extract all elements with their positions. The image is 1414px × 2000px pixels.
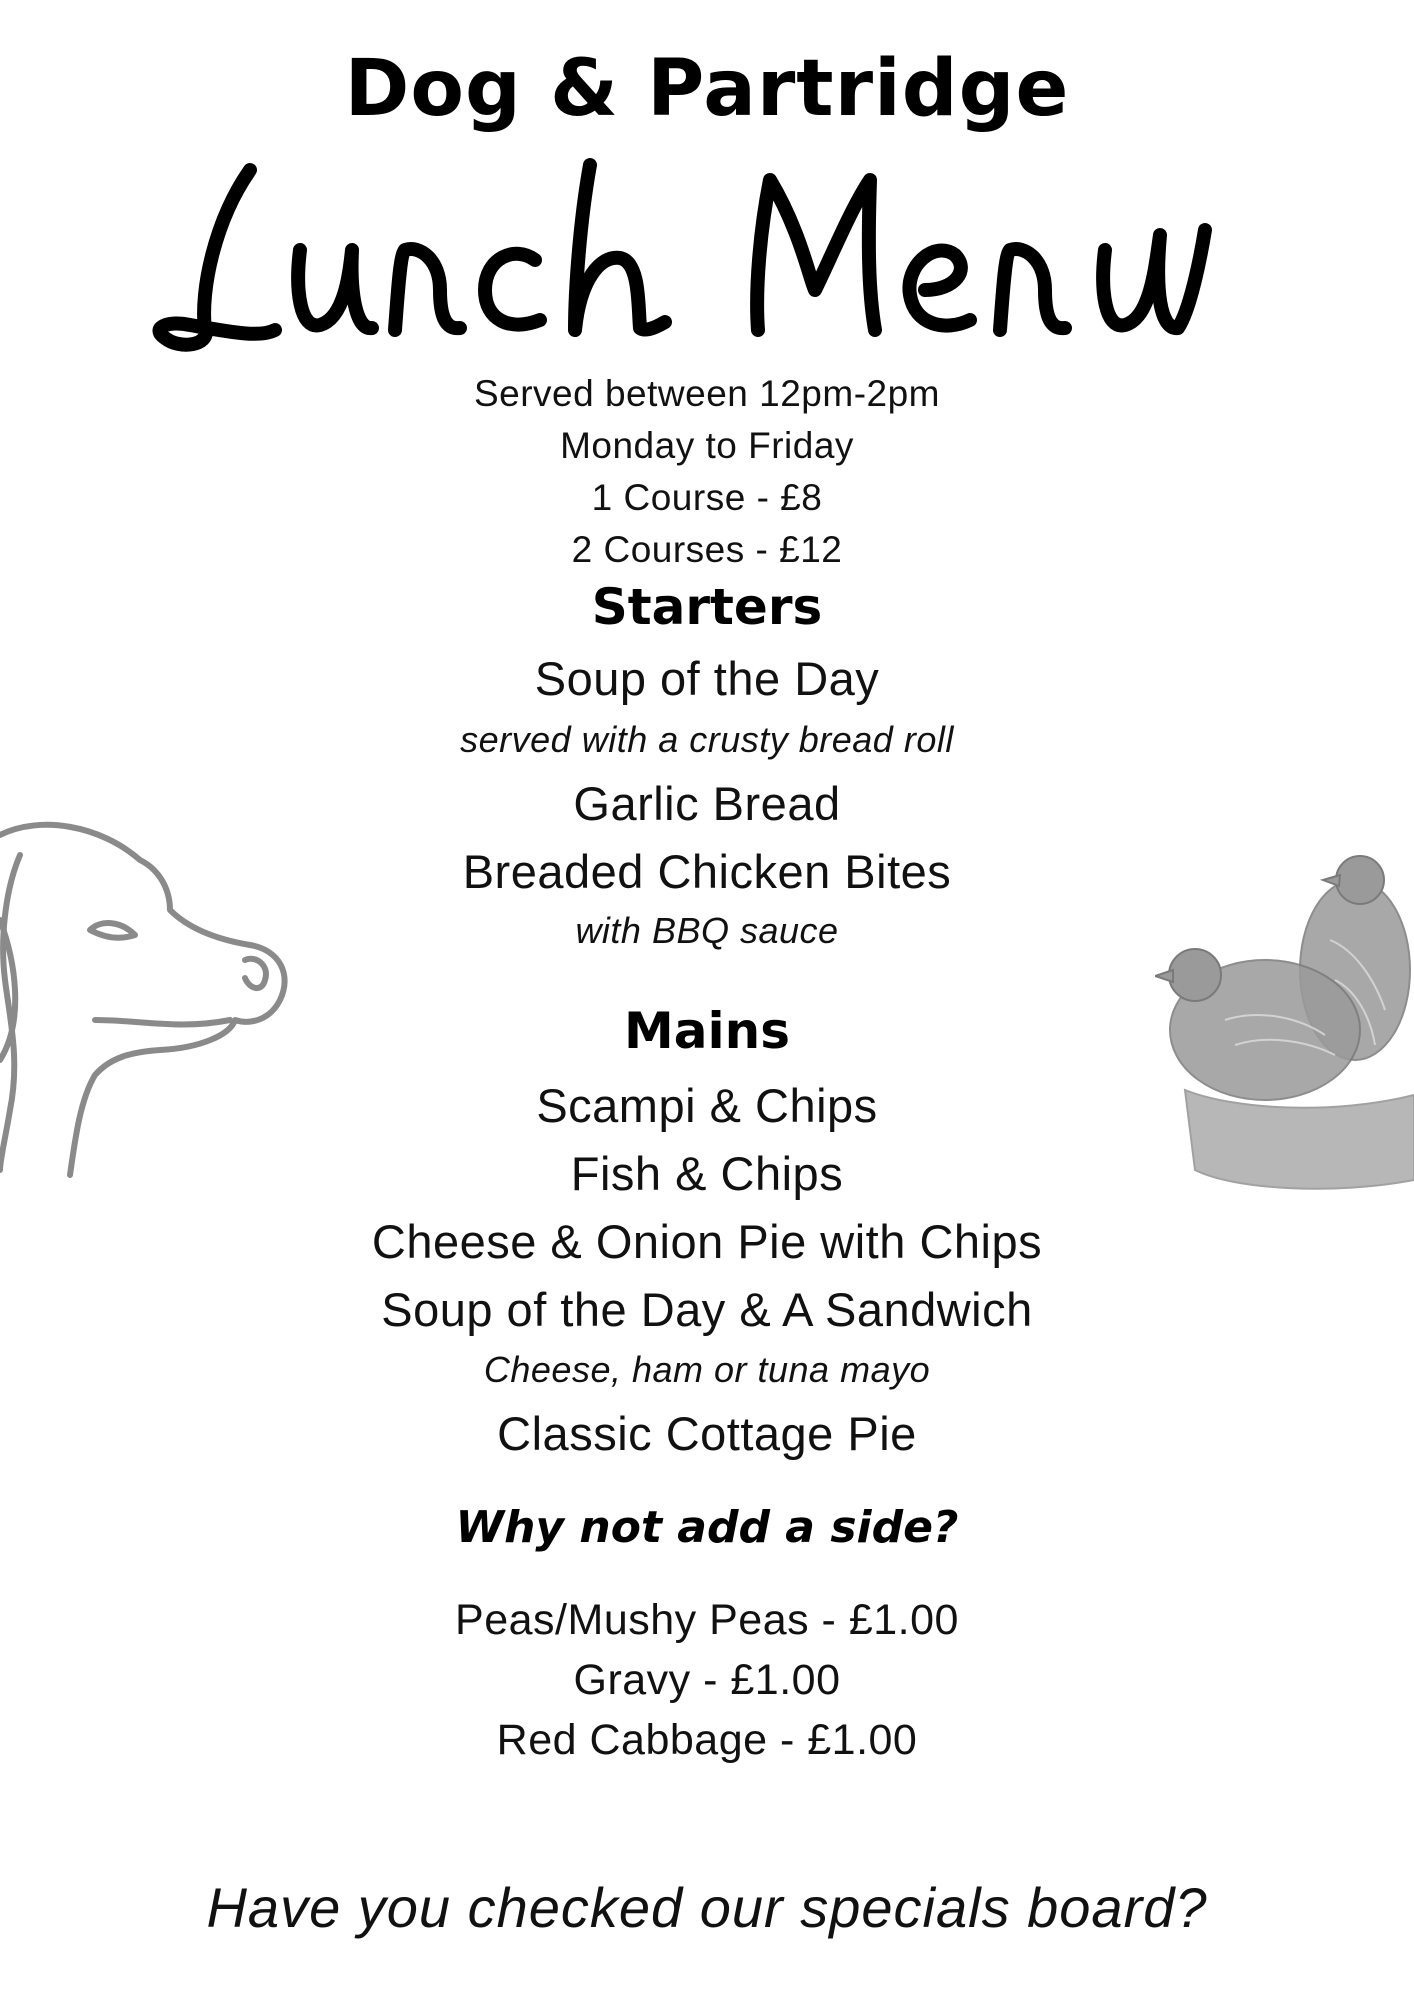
starter-desc: with BBQ sauce [575,910,839,951]
dog-head-icon [0,820,300,1180]
side-item: Peas/Mushy Peas - £1.00 [455,1596,959,1644]
service-info [0,368,1414,576]
side-item: Gravy - £1.00 [573,1656,841,1704]
menu-title [0,140,1414,360]
price-one-course: 1 Course - £8 [591,477,823,518]
starter-desc: served with a crusty bread roll [460,719,954,760]
pub-name: Dog & Partridge [344,44,1070,134]
service-days: Monday to Friday [560,425,854,466]
mains-heading: Mains [624,1002,790,1060]
main-item: Cheese & Onion Pie with Chips [371,1215,1043,1268]
starters-heading: Starters [591,578,823,636]
main-item: Soup of the Day & A Sandwich [381,1283,1033,1336]
menu-title-script [0,140,1414,360]
main-desc: Cheese, ham or tuna mayo [483,1349,931,1390]
sides-list [0,1590,1414,1770]
service-hours: Served between 12pm-2pm [473,373,941,414]
starter-item: Garlic Bread [573,777,841,830]
main-item: Fish & Chips [570,1147,844,1200]
side-item: Red Cabbage - £1.00 [496,1716,918,1764]
partridge-icon [1155,850,1414,1200]
specials-prompt: Have you checked our specials board? [206,1876,1208,1939]
sides-question: Why not add a side? [455,1502,959,1553]
starter-item: Breaded Chicken Bites [462,845,952,898]
price-two-courses: 2 Courses - £12 [571,529,843,570]
starter-item: Soup of the Day [534,652,880,705]
main-item: Scampi & Chips [536,1079,878,1132]
main-item: Classic Cottage Pie [497,1407,917,1460]
